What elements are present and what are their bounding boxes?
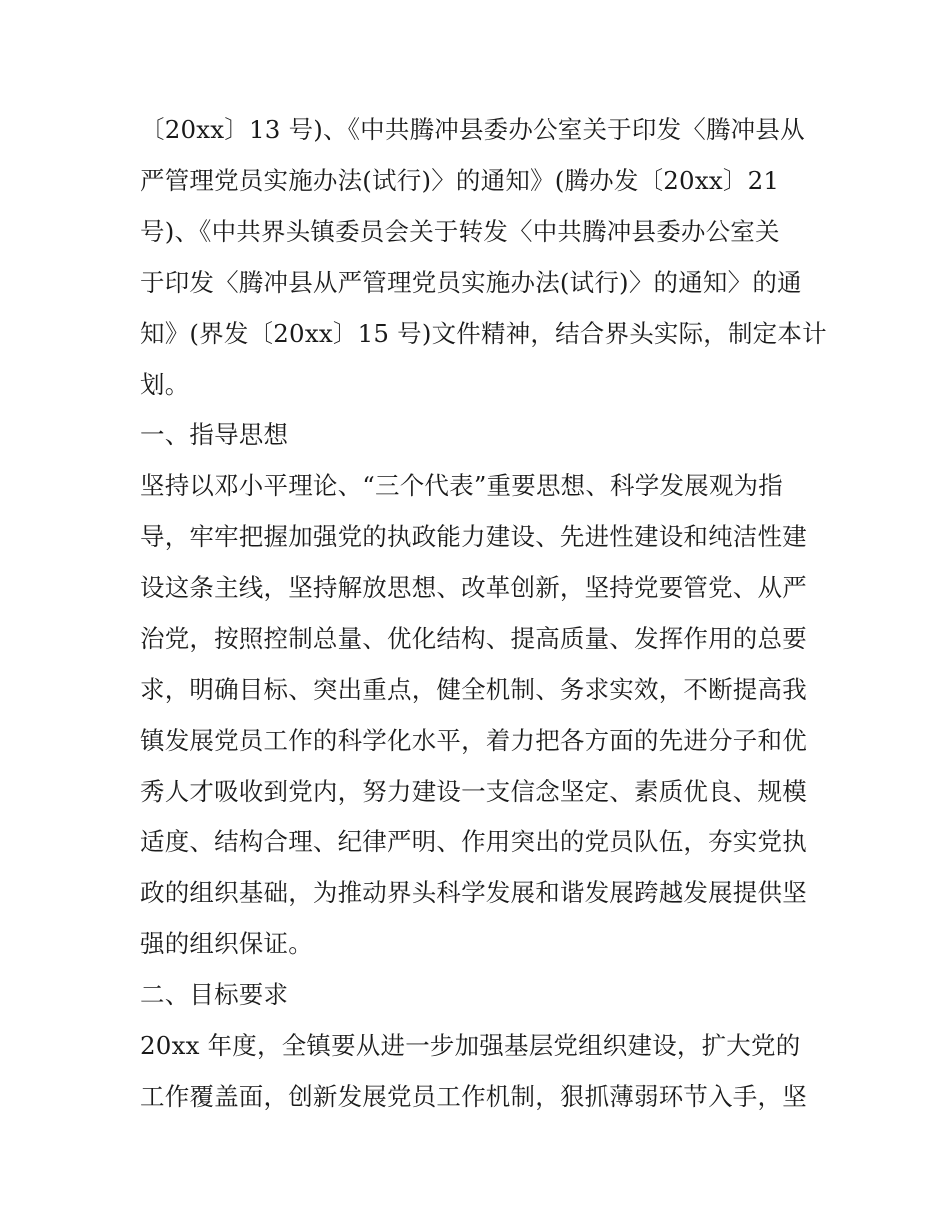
text-line: 求，明确目标、突出重点，健全机制、务求实效，不断提高我 bbox=[140, 675, 807, 704]
text-line: 20xx 年度，全镇要从进一步加强基层党组织建设，扩大党的 bbox=[140, 1031, 801, 1060]
text-line: 工作覆盖面，创新发展党员工作机制，狠抓薄弱环节入手，坚 bbox=[140, 1082, 807, 1111]
text-line: 〔20xx〕13 号)、《中共腾冲县委办公室关于印发〈腾冲县从 bbox=[140, 115, 805, 144]
text-line: 秀人才吸收到党内，努力建设一支信念坚定、素质优良、规模 bbox=[140, 777, 807, 806]
text-line: 设这条主线，坚持解放思想、改革创新，坚持党要管党、从严 bbox=[140, 573, 807, 602]
text-line: 导，牢牢把握加强党的执政能力建设、先进性建设和纯洁性建 bbox=[140, 522, 807, 551]
text-line: 镇发展党员工作的科学化水平，着力把各方面的先进分子和优 bbox=[140, 726, 807, 755]
section-heading: 一、指导思想 bbox=[140, 420, 289, 449]
section-heading: 二、目标要求 bbox=[140, 980, 289, 1009]
text-line: 适度、结构合理、纪律严明、作用突出的党员队伍，夯实党执 bbox=[140, 827, 807, 856]
text-line: 知》(界发〔20xx〕15 号)文件精神，结合界头实际，制定本计 bbox=[140, 319, 827, 348]
text-line: 政的组织基础，为推动界头科学发展和谐发展跨越发展提供坚 bbox=[140, 878, 807, 907]
text-line: 划。 bbox=[140, 370, 190, 399]
text-line: 强的组织保证。 bbox=[140, 929, 313, 958]
text-line: 严管理党员实施办法(试行)〉的通知》(腾办发〔20xx〕21 bbox=[140, 166, 780, 195]
text-line: 治党，按照控制总量、优化结构、提高质量、发挥作用的总要 bbox=[140, 624, 807, 653]
text-line: 坚持以邓小平理论、“三个代表”重要思想、科学发展观为指 bbox=[140, 471, 783, 500]
text-line: 号)、《中共界头镇委员会关于转发〈中共腾冲县委办公室关 bbox=[140, 217, 780, 246]
text-line: 于印发〈腾冲县从严管理党员实施办法(试行)〉的通知〉的通 bbox=[140, 268, 802, 297]
